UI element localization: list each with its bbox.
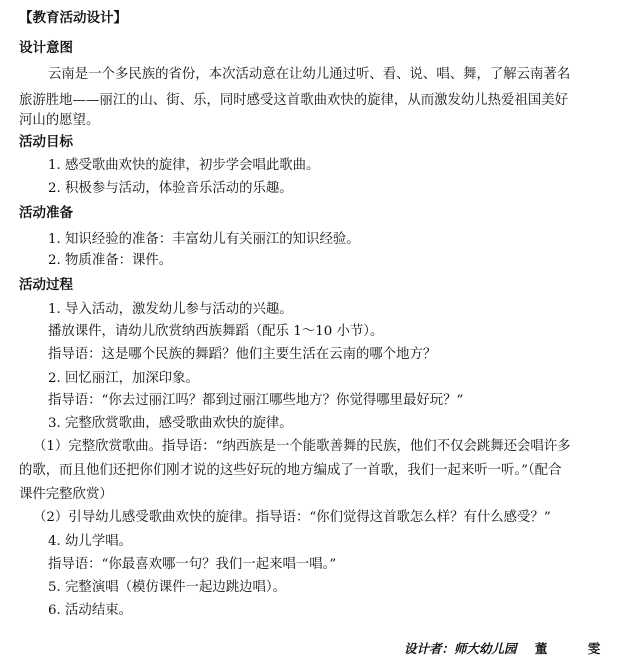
goal-item-1: 1. 感受歌曲欢快的旋律，初步学会唱此歌曲。 — [48, 158, 320, 173]
intent-heading: 设计意图 — [19, 40, 73, 56]
process-line-1: 1. 导入活动，激发幼儿参与活动的兴趣。 — [48, 302, 293, 317]
preparation-item-2: 2. 物质准备：课件。 — [48, 253, 173, 268]
process-line-10: （2）引导幼儿感受歌曲欢快的旋律。指导语：“你们觉得这首歌怎么样？有什么感受？” — [33, 510, 551, 525]
preparation-item-1: 1. 知识经验的准备：丰富幼儿有关丽江的知识经验。 — [48, 232, 360, 247]
process-line-13: 5. 完整演唱（模仿课件一起边跳边唱）。 — [48, 580, 286, 595]
designer-signature — [404, 640, 618, 658]
process-line-6: 3. 完整欣赏歌曲，感受歌曲欢快的旋律。 — [48, 416, 293, 431]
process-heading: 活动过程 — [19, 277, 73, 293]
designer-label: 设计者：师大幼儿园 — [404, 641, 517, 656]
process-line-5: 指导语：“你去过丽江吗？都到过丽江哪些地方？你觉得哪里最好玩？” — [48, 393, 464, 408]
process-line-12: 指导语：“你最喜欢哪一句？我们一起来唱一唱。” — [48, 557, 337, 572]
intent-line-1: 云南是一个多民族的省份，本次活动意在让幼儿通过听、看、说、唱、舞，了解云南著名 — [48, 67, 571, 82]
goals-heading: 活动目标 — [19, 134, 73, 150]
section-title: 【教育活动设计】 — [19, 10, 127, 26]
goal-item-2: 2. 积极参与活动，体验音乐活动的乐趣。 — [48, 181, 293, 196]
process-line-8: 的歌，而且他们还把你们刚才说的这些好玩的地方编成了一首歌，我们一起来听一听。”（配合 — [19, 463, 562, 478]
designer-name: 董 雯 — [534, 641, 619, 656]
process-line-7: （1）完整欣赏歌曲。指导语：“纳西族是一个能歌善舞的民族，他们不仅会跳舞还会唱许多 — [33, 439, 571, 454]
process-line-9: 课件完整欣赏） — [19, 487, 113, 502]
process-line-11: 4. 幼儿学唱。 — [48, 534, 132, 549]
process-line-2: 播放课件，请幼儿欣赏纳西族舞蹈（配乐 1～10 小节）。 — [48, 324, 384, 339]
preparation-heading: 活动准备 — [19, 205, 73, 221]
intent-line-3: 河山的愿望。 — [19, 113, 100, 128]
intent-line-2: 旅游胜地——丽江的山、街、乐，同时感受这首歌曲欢快的旋律，从而激发幼儿热爱祖国美好 — [19, 93, 569, 108]
process-line-3: 指导语：这是哪个民族的舞蹈？他们主要生活在云南的哪个地方？ — [48, 347, 437, 362]
process-line-4: 2. 回忆丽江，加深印象。 — [48, 371, 199, 386]
process-line-14: 6. 活动结束。 — [48, 603, 132, 618]
